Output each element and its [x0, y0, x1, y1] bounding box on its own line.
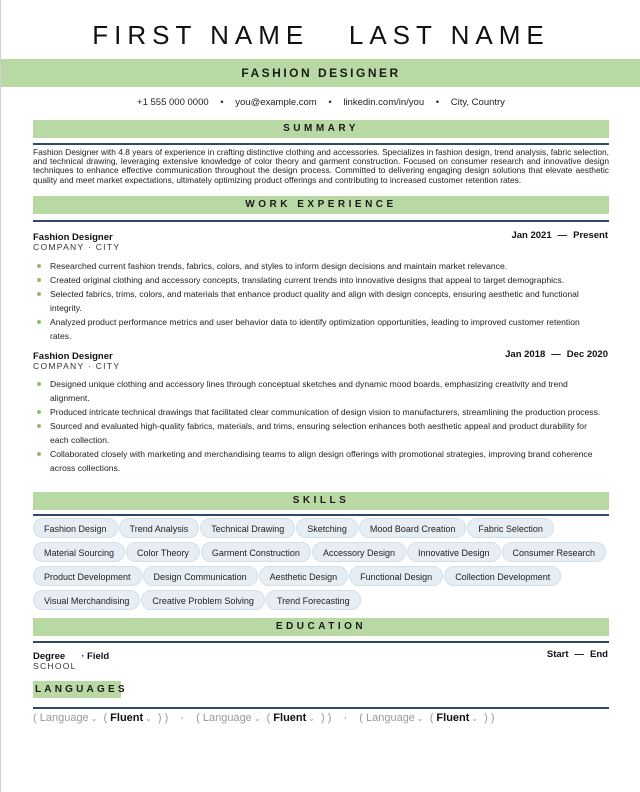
skill-chip: Innovative Design — [407, 542, 501, 562]
bullet-item: Created original clothing and accessory concepts, translating current trends into innovative designs that appeal to target demographics. — [33, 273, 603, 287]
skill-chip: Color Theory — [126, 542, 200, 562]
separator-dot: • — [220, 97, 224, 108]
degree: Degree — [33, 651, 66, 662]
bullet-item: Analyzed product performance metrics and user behavior data to identify optimization opportunities, leading to improved customer retention rates. — [33, 315, 603, 343]
bullet-item: Selected fabrics, trims, colors, and materials that enhance product quality and align with design concepts, ensuring aesthetic and functional integrity. — [33, 287, 603, 315]
skill-chip: Visual Merchandising — [33, 590, 140, 610]
skill-chip: Fashion Design — [33, 518, 118, 538]
separator-dot: · — [180, 712, 185, 724]
job-end-date: Dec 2020 — [566, 349, 608, 360]
job-bullets — [33, 259, 603, 343]
section-heading-languages: LANGUAGES — [33, 681, 121, 698]
education-school: SCHOOL — [33, 661, 77, 671]
candidate-name: FIRST NAME LAST NAME — [92, 20, 550, 50]
job-end-date: Present — [573, 230, 608, 241]
phone: +1 555 000 0000 — [137, 97, 209, 108]
section-rule — [33, 514, 609, 516]
education-dates — [547, 649, 608, 660]
section-rule — [33, 220, 609, 222]
skill-chip: Functional Design — [349, 566, 443, 586]
job-dates — [505, 349, 608, 360]
skill-chip: Collection Development — [444, 566, 561, 586]
bullet-item: Sourced and evaluated high-quality fabrics, materials, and trims, ensuring selection enhances both aesthetic appeal and product durability for each collection. — [33, 419, 603, 447]
separator-dot: • — [435, 97, 440, 108]
chevron-down-icon[interactable]: ⌄ — [253, 714, 261, 723]
job-start-date: Jan 2018 — [505, 349, 546, 360]
language-select[interactable]: Language — [365, 712, 415, 724]
skill-chip: Accessory Design — [312, 542, 406, 562]
job-company: COMPANY · CITY — [33, 361, 121, 371]
skill-chip: Technical Drawing — [200, 518, 295, 538]
skill-chip: Trend Analysis — [119, 518, 200, 538]
date-dash: — — [574, 649, 585, 660]
chevron-down-icon[interactable]: ⌄ — [416, 714, 424, 723]
proficiency-select[interactable]: Fluent — [110, 712, 144, 724]
proficiency-select[interactable]: Fluent — [273, 712, 307, 724]
linkedin[interactable]: linkedin.com/in/you — [343, 97, 425, 108]
skill-chip: Consumer Research — [502, 542, 607, 562]
skill-chip: Material Sourcing — [33, 542, 125, 562]
location: City, Country — [450, 97, 505, 108]
section-heading-summary: SUMMARY — [33, 120, 609, 138]
skill-chip: Trend Forecasting — [266, 590, 361, 610]
job-company: COMPANY · CITY — [33, 242, 121, 252]
skill-chip: Creative Problem Solving — [141, 590, 265, 610]
date-dash: — — [551, 349, 561, 360]
section-rule — [33, 143, 609, 145]
skill-chip: Fabric Selection — [467, 518, 554, 538]
date-dash: — — [557, 230, 568, 241]
skill-chip: Design Communication — [143, 566, 258, 586]
edu-start-date: Start — [546, 649, 569, 660]
chevron-down-icon[interactable]: ⌄ — [145, 714, 152, 723]
skill-chip: Garment Construction — [201, 542, 311, 562]
job-dates — [511, 230, 608, 241]
section-heading-education: EDUCATION — [33, 618, 609, 636]
job-start-date: Jan 2021 — [511, 230, 552, 241]
bullet-item: Collaborated closely with marketing and merchandising teams to align design offerings with promotional strategies, improving brand coherence across collections. — [33, 447, 603, 475]
job-title: Fashion Designer — [33, 232, 113, 243]
field-of-study: · Field — [81, 651, 110, 662]
language-select[interactable]: Language — [39, 712, 89, 724]
language-select[interactable]: Language — [202, 712, 252, 724]
bullet-item: Researched current fashion trends, fabrics, colors, and styles to inform design decisions and maintain market relevance. — [33, 259, 603, 273]
skill-chip: Mood Board Creation — [359, 518, 467, 538]
skill-chip: Sketching — [296, 518, 358, 538]
job-title-banner: FASHION DESIGNER — [1, 59, 640, 87]
proficiency-select[interactable]: Fluent — [436, 712, 470, 724]
chevron-down-icon[interactable]: ⌄ — [308, 714, 315, 723]
skill-chip: Product Development — [33, 566, 142, 586]
skills-list — [33, 518, 609, 610]
separator-dot: · — [343, 712, 348, 724]
chevron-down-icon[interactable]: ⌄ — [90, 714, 98, 723]
section-rule — [33, 641, 609, 643]
edu-end-date: End — [590, 649, 608, 660]
bullet-item: Designed unique clothing and accessory lines through conceptual sketches and dynamic mood boards, emphasizing creativity and trend alignment. — [33, 377, 603, 405]
languages-row: ( Language ⌄ ( Fluent ⌄ ) ) · ( Language ⌄ ( Fluent ⌄ ) ) · ( Language ⌄ ( Fluent ⌄ ) ) — [33, 712, 495, 724]
bullet-item: Produced intricate technical drawings that facilitated clear communication of design vision to manufacturers, streamlining the production process. — [33, 405, 603, 419]
skill-chip: Aesthetic Design — [259, 566, 349, 586]
chevron-down-icon[interactable]: ⌄ — [471, 714, 479, 723]
separator-dot: • — [328, 97, 332, 108]
job-bullets — [33, 377, 603, 475]
contact-line — [1, 97, 640, 108]
summary-text: Fashion Designer with 4.8 years of experience in crafting distinctive clothing and accessories. Specializes in fashion design, trend analysis, fabric selection, and technical drawing, leveraging extensive knowledge of color theory and garment construction. Focused on consumer research and innovative design techniques to enhance effective communication throughout the design process. Committed to delivering engaging design solutions that elevate aesthetic quality and meet market expectations, ultimately optimizing product offerings and contributing to increased customer retention rates. — [33, 147, 609, 185]
email[interactable]: you@example.com — [235, 97, 317, 108]
section-heading-experience: WORK EXPERIENCE — [33, 196, 609, 214]
section-rule — [33, 707, 609, 709]
job-title: Fashion Designer — [33, 351, 113, 362]
section-heading-skills: SKILLS — [33, 492, 609, 510]
